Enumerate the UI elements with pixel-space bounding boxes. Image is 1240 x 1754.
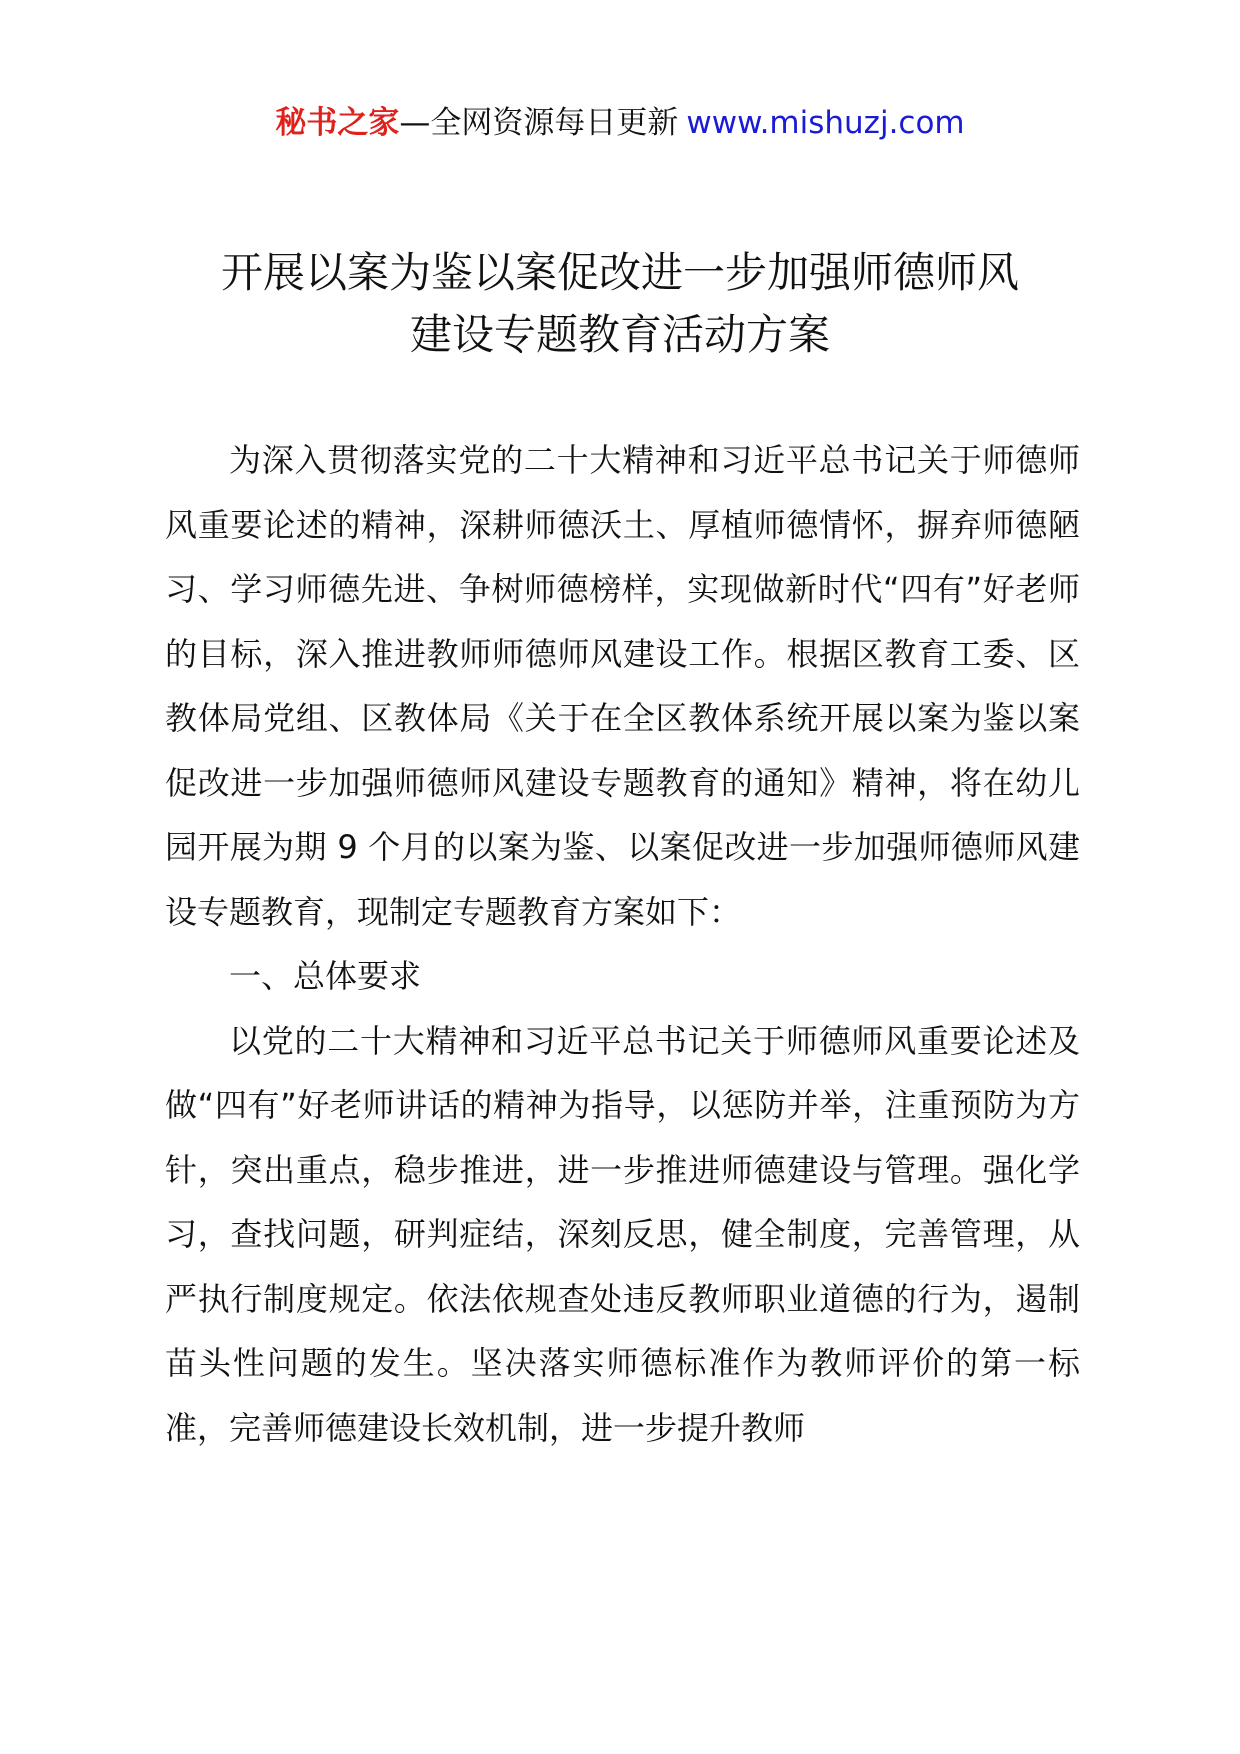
title-line-2: 建设专题教育活动方案 <box>409 310 830 359</box>
intro-paragraph: 为深入贯彻落实党的二十大精神和习近平总书记关于师德师风重要论述的精神，深耕师德沃土、厚植师德情怀，摒弃师德陋习、学习师德先进、争树师德榜样，实现做新时代“四有”好老师的目标，深入推进教师师德师风建设工作。根据区教育工委、区教体局党组、区教体局《关于在全区教体系统开展以案为鉴以案促改进一步加强师德师风建设专题教育的通知》精神，将在幼儿园开展为期 9 个月的以案为鉴、以案促改进一步加强师德师风建设专题教育，现制定专题教育方案如下： <box>165 441 1080 931</box>
site-url-link[interactable]: www.mishuzj.com <box>686 105 965 141</box>
section-paragraph: 以党的二十大精神和习近平总书记关于师德师风重要论述及做“四有”好老师讲话的精神为指导，以惩防并举，注重预防为方针，突出重点，稳步推进，进一步推进师德建设与管理。强化学习，查找问题，研判症结，深刻反思，健全制度，完善管理，从严执行制度规定。依法依规查处违反教师职业道德的行为，遏制苗头性问题的发生。坚决落实师德标准作为教师评价的第一标准，完善师德建设长效机制，进一步提升教师 <box>165 1021 1080 1447</box>
brand-name: 秘书之家 <box>275 105 400 141</box>
header-slogan: —全网资源每日更新 <box>399 105 679 141</box>
document-body <box>165 428 1080 1460</box>
site-header <box>0 103 1240 143</box>
title-line-1: 开展以案为鉴以案促改进一步加强师德师风 <box>220 248 1019 297</box>
document-title <box>120 242 1120 366</box>
section-heading: 一、总体要求 <box>229 957 422 995</box>
